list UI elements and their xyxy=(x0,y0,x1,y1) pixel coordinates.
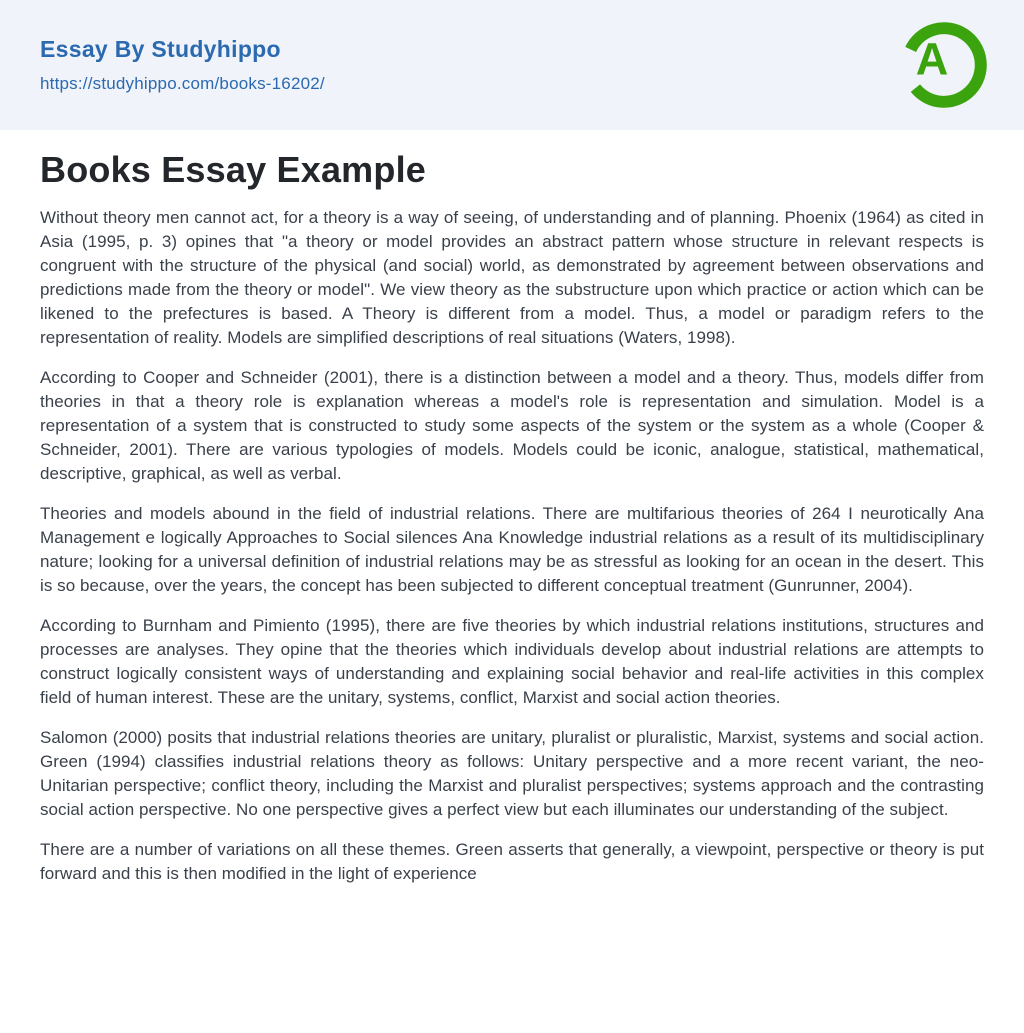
logo-a-icon xyxy=(898,19,990,111)
essay-paragraph-5: Salomon (2000) posits that industrial relations theories are unitary, pluralist or pluralistic, Marxist, systems and social action. Green (1994) classifies industrial relations theory as follows: Unitary perspective and a more recent variant, the neo-Unitarian perspective; conflict theory, including the Marxist and pluralist perspectives; systems approach and the contrasting social action perspective. No one perspective gives a perfect view but each illuminates our understanding of the subject. xyxy=(40,727,984,819)
essay-title: Books Essay Example xyxy=(40,149,427,190)
essay-paragraph-6: There are a number of variations on all these themes. Green asserts that generally, a viewpoint, perspective or theory is put forward and this is then modified in the light of experience xyxy=(40,839,984,883)
logo-letter: A xyxy=(915,33,949,85)
essay-paragraph-4: According to Burnham and Pimiento (1995), there are five theories by which industrial relations institutions, structures and processes are analyses. They opine that the theories which individuals develop about industrial relations are attempts to construct logically consistent ways of understanding and explaining social behavior and real-life activities in this complex field of human interest. These are the unitary, systems, conflict, Marxist and social action theories. xyxy=(40,615,984,707)
essay-paragraph-2: According to Cooper and Schneider (2001), there is a distinction between a model and a theory. Thus, models differ from theories in that a theory role is explanation whereas a model's role is representation and simulation. Model is a representation of a system that is constructed to study some aspects of the system or the system as a whole (Cooper & Schneider, 2001). There are various typologies of models. Models could be iconic, analogue, statistical, mathematical, descriptive, graphical, as well as verbal. xyxy=(40,367,984,483)
source-url-link[interactable]: https://studyhippo.com/books-16202/ xyxy=(40,74,325,94)
page-header xyxy=(0,0,1024,130)
studyhippo-logo xyxy=(898,19,990,111)
essay-paragraph-1: Without theory men cannot act, for a theory is a way of seeing, of understanding and of planning. Phoenix (1964) as cited in Asia (1995, p. 3) opines that "a theory or model provides an abstract pattern whose structure in relevant respects is congruent with the structure of the physical (and social) world, as demonstrated by agreement between observations and predictions made from the theory or model". We view theory as the substructure upon which practice or action which can be likened to the prefectures is based. A Theory is different from a model. Thus, a model or paradigm refers to the representation of reality. Models are simplified descriptions of real situations (Waters, 1998). xyxy=(40,207,984,347)
header-text-block xyxy=(40,36,325,95)
essay-paragraph-3: Theories and models abound in the field of industrial relations. There are multifarious theories of 264 I neurotically Ana Management e logically Approaches to Social silences Ana Knowledge industrial relations as a result of its multidisciplinary nature; looking for a universal definition of industrial relations may be as stressful as looking for an ocean in the desert. This is so because, over the years, the concept has been subjected to different conceptual treatment (Gunrunner, 2004). xyxy=(40,503,984,595)
essay-article xyxy=(0,151,1024,886)
site-title: Essay By Studyhippo xyxy=(40,35,281,62)
